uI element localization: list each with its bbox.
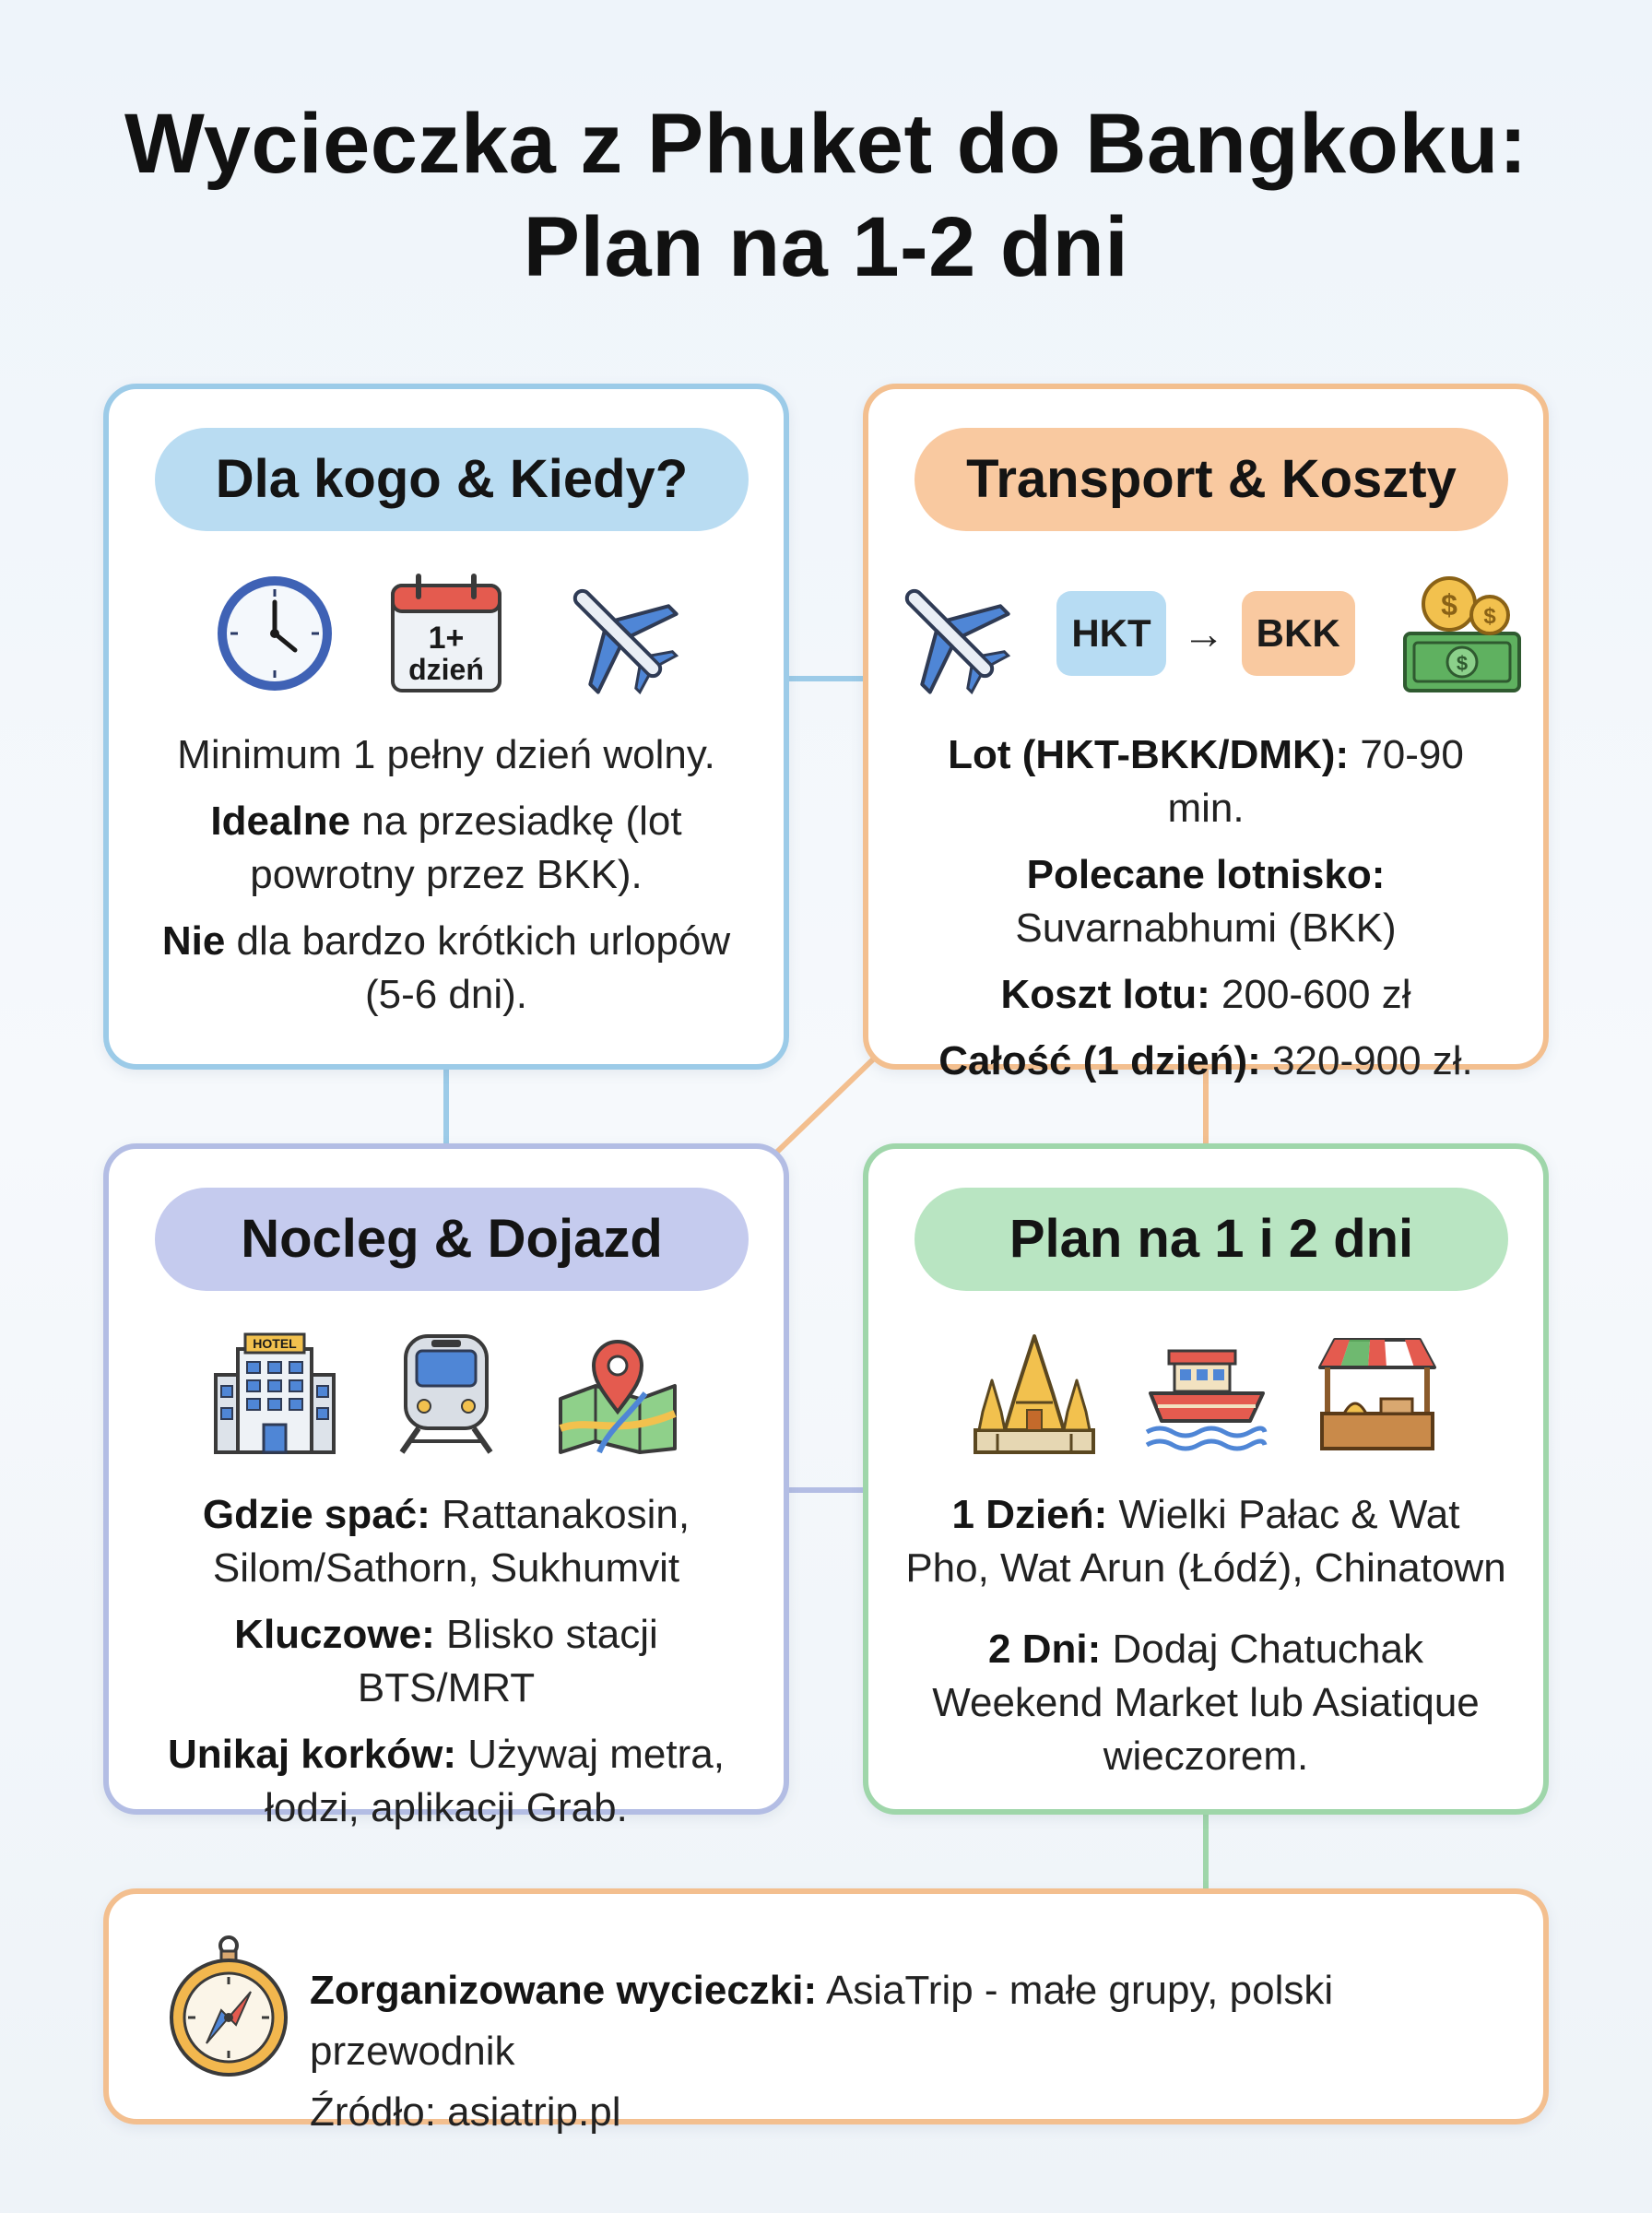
airplane-icon [553, 569, 682, 698]
text-line: 2 Dni: Dodaj Chatuchak Weekend Market lub Asiatique wieczorem. [932, 1627, 1480, 1779]
text-line: Unikaj korków: Używaj metra, łodzi, aplikacji Grab. [168, 1732, 725, 1830]
text-line: Lot (HKT-BKK/DMK): 70-90 min. [948, 732, 1464, 831]
airplane-icon [885, 569, 1014, 698]
card-heading: Transport & Koszty [914, 428, 1508, 531]
route-icon [1056, 591, 1354, 676]
card-who-when [103, 384, 789, 1070]
route-arrow: → [1182, 609, 1225, 657]
compass-icon [155, 1933, 302, 2080]
title-line-2: Plan na 1-2 dni [523, 200, 1129, 294]
hotel-sign: HOTEL [253, 1336, 297, 1351]
connector-diagonal [774, 1059, 874, 1154]
card-plan [863, 1143, 1549, 1815]
svg-text:$: $ [1440, 588, 1457, 621]
text-line: Całość (1 dzień): 320-900 zł. [938, 1038, 1473, 1083]
card-stay [103, 1143, 789, 1830]
text-line: Gdzie spać: Rattanakosin, Silom/Sathorn, Sukhumvit [202, 1492, 690, 1591]
calendar-icon [382, 569, 511, 698]
footer-source: Źródło: asiatrip.pl [310, 2089, 621, 2135]
text-line: Polecane lotnisko: [1026, 852, 1386, 897]
market-stall-icon [1313, 1329, 1442, 1458]
money-icon [1398, 569, 1527, 698]
text-line: Nie dla bardzo krótkich urlopów (5-6 dni). [161, 918, 731, 1017]
hotel-icon [210, 1329, 339, 1458]
card-text [146, 728, 747, 1035]
card-heading: Nocleg & Dojazd [155, 1188, 749, 1291]
text-line: Kluczowe: Blisko stacji BTS/MRT [234, 1612, 658, 1710]
card-heading: Dla kogo & Kiedy? [155, 428, 749, 531]
text-line: Idealne na przesiadkę (lot powrotny przez BKK). [210, 799, 682, 897]
svg-text:$: $ [1456, 652, 1468, 675]
card-text [905, 1488, 1506, 1796]
calendar-label-bottom: dzień [408, 653, 484, 686]
footer-line-1: Zorganizowane wycieczki: AsiaTrip - małe grupy, polski przewodnik [310, 1968, 1334, 2074]
calendar-label-top: 1+ [428, 621, 465, 656]
boat-icon [1141, 1329, 1270, 1458]
text-line: Suvarnabhumi (BKK) [1015, 905, 1397, 951]
train-icon [382, 1329, 511, 1458]
card-text [146, 1488, 747, 1848]
icon-row [109, 564, 784, 703]
text-line: 1 Dzień: Wielki Pałac & Wat Pho, Wat Arun (Łódź), Chinatown [905, 1492, 1506, 1591]
card-transport [863, 384, 1549, 1083]
clock-icon [210, 569, 339, 698]
icon-row [868, 1324, 1543, 1462]
footer-card [103, 1888, 1549, 2135]
card-heading: Plan na 1 i 2 dni [914, 1188, 1508, 1291]
footer-text [310, 1960, 1506, 2143]
route-from: HKT [1056, 591, 1165, 676]
route-to: BKK [1242, 591, 1355, 676]
temple-icon [970, 1329, 1099, 1458]
svg-text:$: $ [1482, 604, 1496, 629]
icon-row [109, 1324, 784, 1462]
icon-row [868, 564, 1543, 703]
map-pin-icon [553, 1329, 682, 1458]
title-line-1: Wycieczka z Phuket do Bangkoku: [124, 97, 1528, 191]
card-text [905, 728, 1506, 1101]
text-line: Minimum 1 pełny dzień wolny. [177, 732, 715, 777]
text-line: Koszt lotu: 200-600 zł [1000, 972, 1411, 1017]
